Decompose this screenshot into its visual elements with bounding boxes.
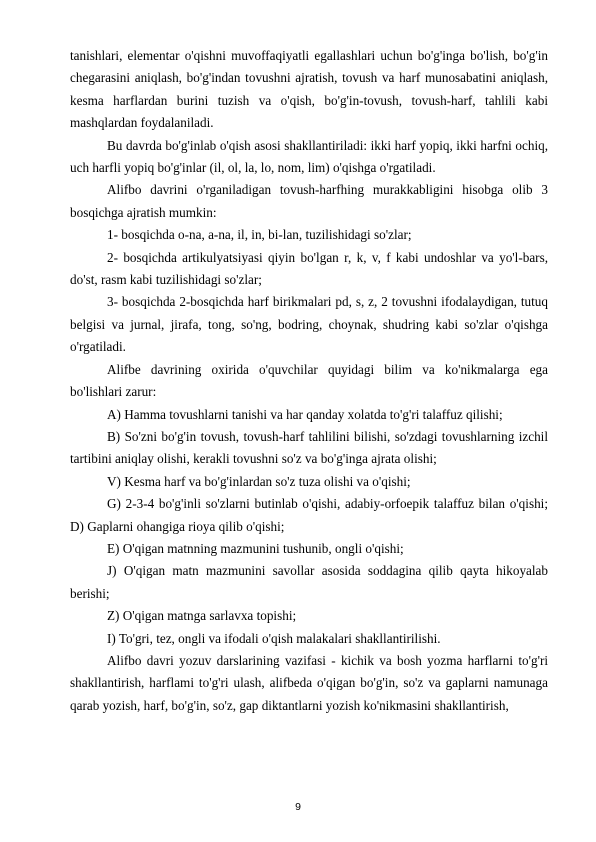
- list-item: Z) O'qigan matnga sarlavxa topishi;: [107, 608, 297, 624]
- list-item: J) O'qigan matn mazmunini savollar asosida soddagina qilib qayta hikoyalab berishi;: [70, 563, 548, 601]
- paragraph: Alifbo davrini o'rganiladigan tovush-harfhing murakkabligini hisobga olib 3 bosqichga ajratish mumkin:: [70, 182, 548, 220]
- list-item: 2- bosqichda artikulyatsiyasi qiyin bo'lgan r, k, v, f kabi undoshlar va yo'l-bars, do'st, rasm kabi tuzilishidagi so'zlar;: [70, 249, 548, 288]
- list-item: A) Hamma tovushlarni tanishi va har qanday xolatda to'g'ri talaffuz qilishi;: [107, 406, 503, 422]
- list-item: 1- bosqichda o-na, a-na, il, in, bi-lan, tuzilishidagi so'zlar;: [107, 227, 412, 243]
- paragraph: tanishlari, elementar o'qishni muvoffaqiyatli egallashlari uchun bo'g'inga bo'lish, bo'g'in chegarasini aniqlash, bo'g'indan tovushni ajratish, tovush va harf munosabatini aniqlash, kesma harflardan burini tuzish va o'qish, bo'g'in-tovush, tovush-harf, tahlili kabi mashqlardan foydalaniladi.: [70, 48, 548, 131]
- page-number: 9: [295, 801, 301, 813]
- page-body: [70, 45, 548, 717]
- list-item: 3- bosqichda 2-bosqichda harf birikmalari pd, s, z, 2 tovushni ifodalaydigan, tutuq belgisi va jurnal, jirafa, tong, so'ng, bodring, choynak, shudring kabi so'zlar o'qishga o'rgatiladi.: [70, 294, 548, 355]
- list-item: E) O'qigan matnning mazmunini tushunib, ongli o'qishi;: [107, 540, 404, 556]
- list-item: I) To'gri, tez, ongli va ifodali o'qish malakalari shakllantirilishi.: [107, 630, 441, 646]
- paragraph: Alifbo davri yozuv darslarining vazifasi - kichik va bosh yozma harflarni to'g'ri shakllantirish, harflami to'g'ri ulash, alifbeda o'qigan bo'g'in, so'z va gaplarni namunaga qarab yozish, harf, bo'g'in, so'z, gap diktantlarni yozish ko'nikmasini shakllantirish,: [70, 652, 548, 713]
- list-item: G) 2-3-4 bo'g'inli so'zlarni butinlab o'qishi, adabiy-orfoepik talaffuz bilan o'qishi; D) Gaplarni ohangiga rioya qilib o'qishi;: [70, 496, 548, 534]
- list-item: B) So'zni bo'g'in tovush, tovush-harf tahlilini bilishi, so'zdagi tovushlarning izchil tartibini aniqlay olishi, kerakli tovushni so'z va bo'g'inga ajrata olishi;: [70, 428, 548, 467]
- list-item: V) Kesma harf va bo'g'inlardan so'z tuza olishi va o'qishi;: [107, 473, 411, 489]
- paragraph: Alifbe davrining oxirida o'quvchilar quyidagi bilim va ko'nikmalarga ega bo'lishlari zarur:: [70, 361, 548, 400]
- paragraph: Bu davrda bo'g'inlab o'qish asosi shakllantiriladi: ikki harf yopiq, ikki harfni ochiq, uch harfli yopiq bo'g'inlar (il, ol, la, lo, nom, lim) o'qishga o'rgatiladi.: [70, 137, 548, 176]
